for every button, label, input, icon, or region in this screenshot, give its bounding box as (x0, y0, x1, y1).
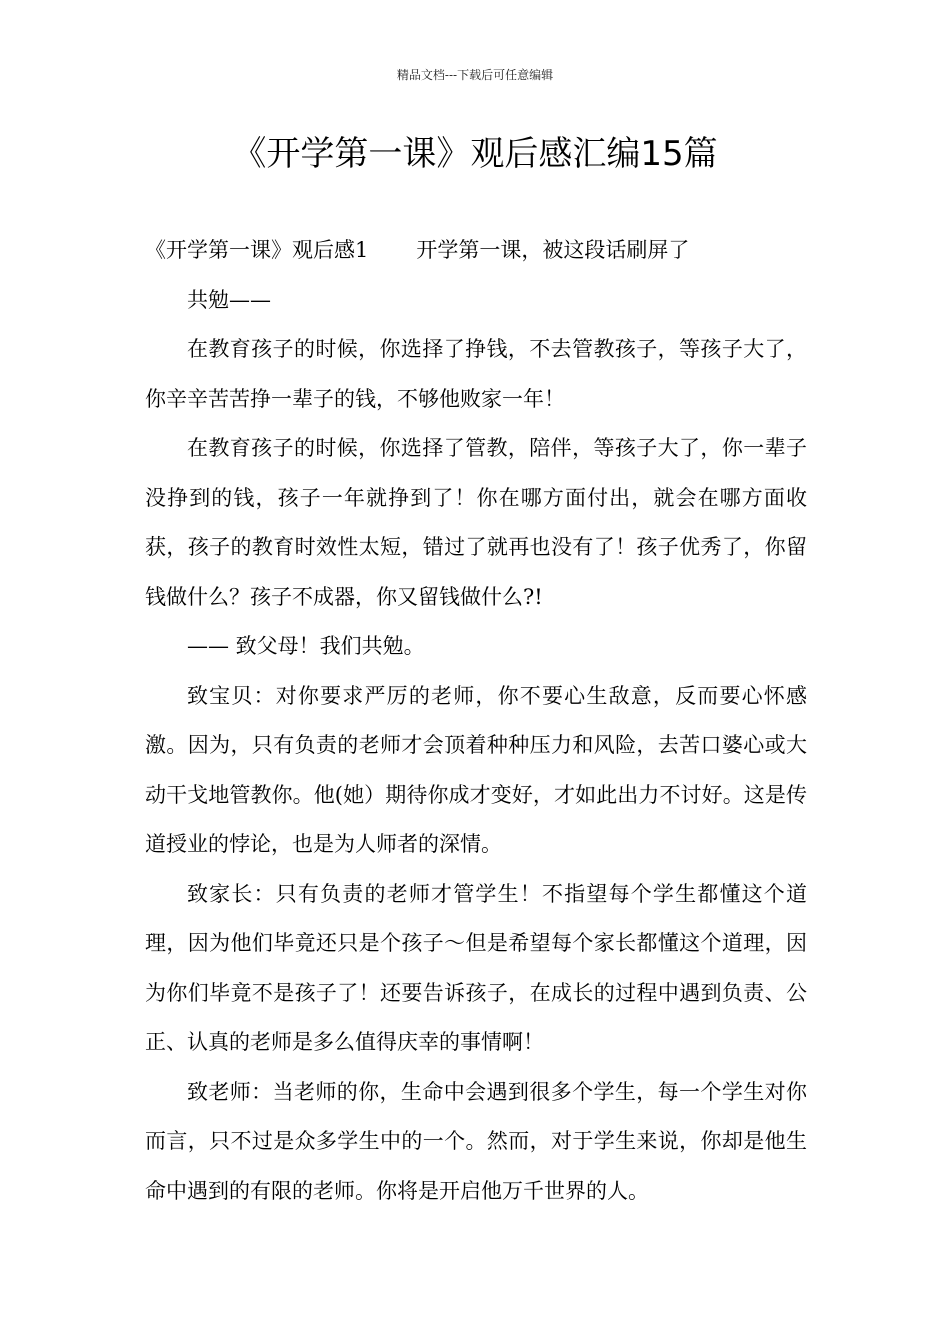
paragraph: —— 致父母！我们共勉。 (187, 634, 425, 658)
document-body (145, 226, 807, 1216)
document-title: 《开学第一课》观后感汇编15篇 (232, 134, 718, 174)
section-heading-line (145, 226, 807, 276)
first-line-text: 开学第一课，被这段话刷屏了 (416, 238, 690, 262)
paragraph: 致宝贝：对你要求严厉的老师，你不要心生敌意，反而要心怀感激。因为，只有负责的老师才会顶着种种压力和风险，去苦口婆心或大动干戈地管教你。他(她）期待你成才变好，才如此出力不讨好。这是传道授业的悖论，也是为人师者的深情。 (145, 683, 807, 856)
section-heading: 《开学第一课》观后感1 (145, 238, 369, 262)
paragraph: 致老师：当老师的你，生命中会遇到很多个学生，每一个学生对你而言，只不过是众多学生中的一个。然而，对于学生来说，你却是他生命中遇到的有限的老师。你将是开启他万千世界的人。 (145, 1079, 807, 1203)
paragraph: 在教育孩子的时候，你选择了管教，陪伴，等孩子大了，你一辈子没挣到的钱，孩子一年就挣到了！你在哪方面付出，就会在哪方面收获，孩子的教育时效性太短，错过了就再也没有了！孩子优秀了，你留钱做什么？孩子不成器，你又留钱做什么?! (145, 436, 807, 609)
paragraph: 在教育孩子的时候，你选择了挣钱，不去管教孩子，等孩子大了，你辛辛苦苦挣一辈子的钱，不够他败家一年！ (145, 337, 807, 411)
page-header: 精品文档---下载后可任意编辑 (396, 68, 554, 82)
paragraph: 共勉—— (187, 287, 271, 312)
paragraph: 致家长：只有负责的老师才管学生！不指望每个学生都懂这个道理，因为他们毕竟还只是个孩子～但是希望每个家长都懂这个道理，因为你们毕竟不是孩子了！还要告诉孩子，在成长的过程中遇到负责、公正、认真的老师是多么值得庆幸的事情啊！ (145, 881, 807, 1054)
